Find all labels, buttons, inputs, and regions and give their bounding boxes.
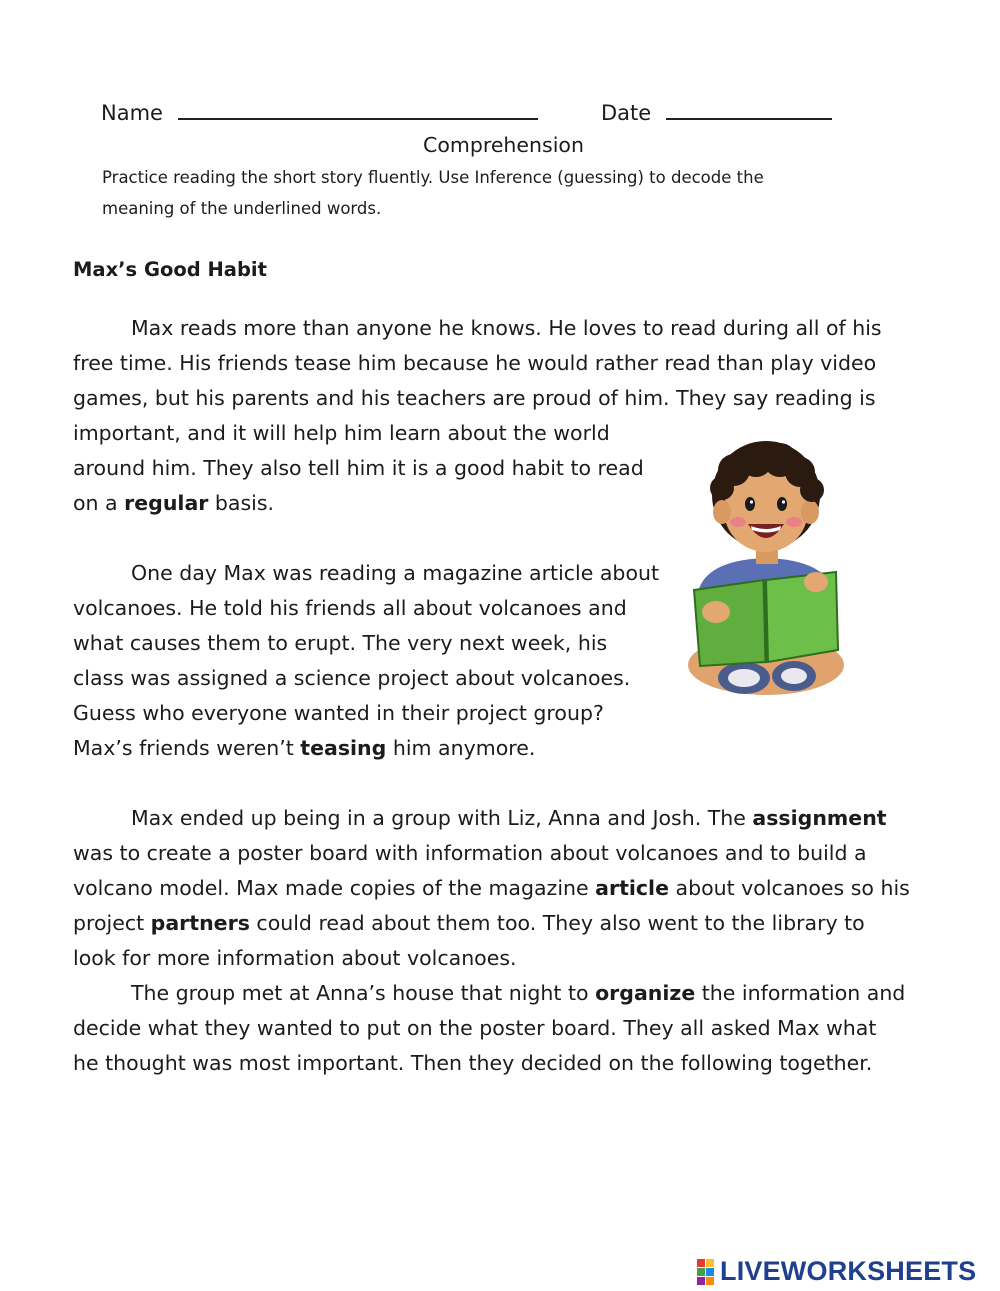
p3-line-1: Max ended up being in a group with Liz, Anna and Josh. The assignment (131, 806, 887, 830)
vocab-organize: organize (595, 981, 696, 1005)
instructions-line-2: meaning of the underlined words. (102, 199, 382, 218)
logo-square (697, 1259, 705, 1267)
page-heading: Comprehension (423, 133, 584, 157)
story-title: Max’s Good Habit (73, 258, 267, 281)
p4-line-2: decide what they wanted to put on the poster board. They all asked Max what (73, 1016, 877, 1040)
p4-line-3: he thought was most important. Then they decided on the following together. (73, 1051, 873, 1075)
p2-line-6: Max’s friends weren’t teasing him anymore. (73, 736, 536, 760)
vocab-article: article (595, 876, 669, 900)
logo-square (706, 1277, 714, 1285)
p3-line-3: volcano model. Max made copies of the magazine article about volcanoes so his (73, 876, 910, 900)
p1-line-2: free time. His friends tease him because he would rather read than play video (73, 351, 877, 375)
logo-square (706, 1268, 714, 1276)
p4-line-1: The group met at Anna’s house that night to organize the information and (131, 981, 906, 1005)
vocab-partners: partners (150, 911, 250, 935)
logo-text: LIVEWORKSHEETS (720, 1256, 977, 1286)
name-field-row (101, 98, 538, 125)
p2-line-1: One day Max was reading a magazine article about (131, 561, 660, 585)
logo-square (697, 1268, 705, 1276)
name-label: Name (101, 101, 163, 125)
vocab-assignment: assignment (752, 806, 887, 830)
p3-line-5: look for more information about volcanoes. (73, 946, 517, 970)
p1-line-3: games, but his parents and his teachers are proud of him. They say reading is (73, 386, 876, 410)
logo-mark-icon (697, 1259, 714, 1285)
p1-line-1: Max reads more than anyone he knows. He loves to read during all of his (131, 316, 882, 340)
date-blank[interactable] (666, 98, 832, 120)
p2-line-3: what causes them to erupt. The very next week, his (73, 631, 608, 655)
boy-reading-illustration (676, 440, 856, 702)
p2-line-4: class was assigned a science project about volcanoes. (73, 666, 631, 690)
date-label: Date (601, 101, 652, 125)
p1-line-4: important, and it will help him learn about the world (73, 421, 610, 445)
p1-line-5: around him. They also tell him it is a good habit to read (73, 456, 644, 480)
date-field-row (601, 98, 832, 125)
p3-line-4: project partners could read about them too. They also went to the library to (73, 911, 865, 935)
vocab-regular: regular (124, 491, 209, 515)
logo-square (706, 1259, 714, 1267)
liveworksheets-logo (697, 1256, 976, 1287)
p2-line-2: volcanoes. He told his friends all about volcanoes and (73, 596, 627, 620)
p2-line-5: Guess who everyone wanted in their project group? (73, 701, 604, 725)
logo-square (697, 1277, 705, 1285)
vocab-teasing: teasing (300, 736, 387, 760)
instructions-line-1: Practice reading the short story fluently. Use Inference (guessing) to decode the (102, 168, 764, 187)
p1-line-6: on a regular basis. (73, 491, 275, 515)
p3-line-2: was to create a poster board with information about volcanoes and to build a (73, 841, 867, 865)
name-blank[interactable] (178, 98, 538, 120)
